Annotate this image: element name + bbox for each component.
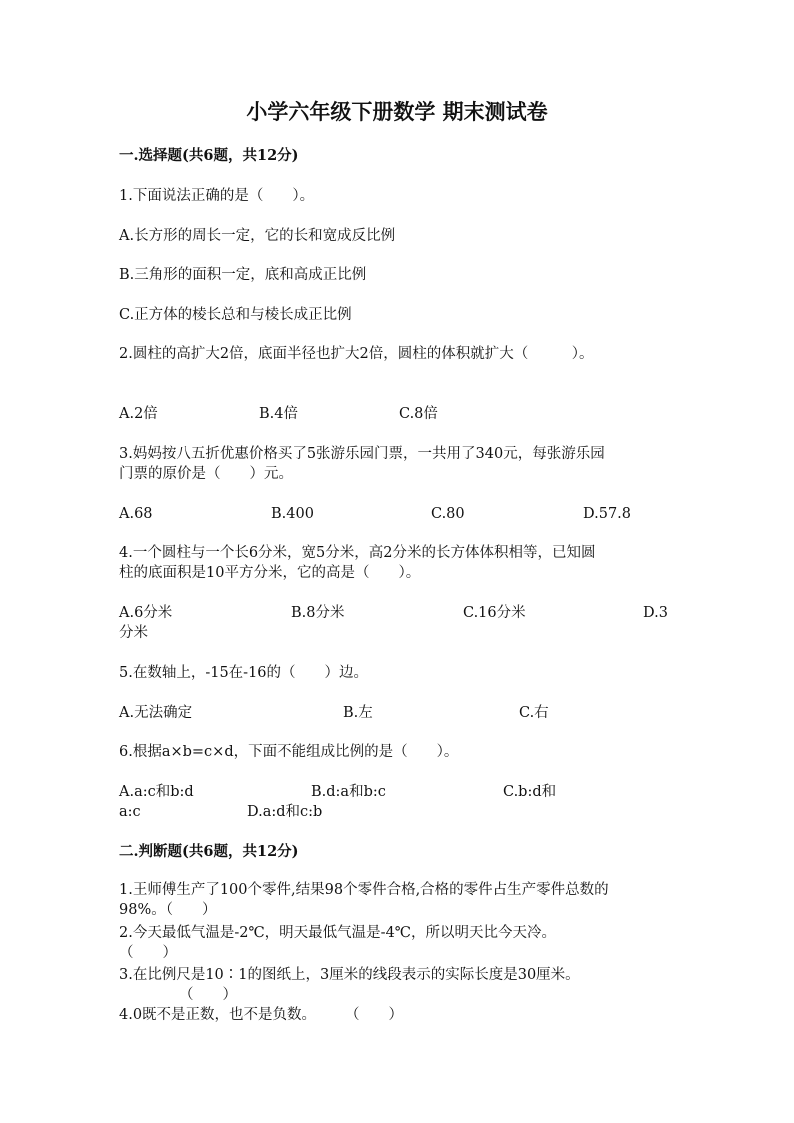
question-1-option-a: A.长方形的周长一定，它的长和宽成反比例 [119,228,396,244]
question-5-option-b: B.左 [343,705,373,721]
question-4-option-c: C.16分米 [463,605,526,621]
question-6-option-d: D.a:d和c:b [247,804,323,820]
section-heading-judgement: 二.判断题(共6题，共12分) [119,843,299,860]
question-3-option-a: A.68 [119,506,153,522]
question-6-option-b: B.d:a和b:c [311,784,386,800]
question-1-option-b: B.三角形的面积一定，底和高成正比例 [119,267,367,283]
judgement-3-line2: （ ） [179,987,237,1003]
question-6-option-c: C.b:d和 [503,784,557,800]
question-6-stem: 6.根据a×b=c×d，下面不能组成比例的是（ ）。 [119,744,459,760]
question-4-option-b: B.8分米 [291,605,345,621]
judgement-4-line1: 4.0既不是正数，也不是负数。 （ ） [119,1007,404,1023]
question-4-option-a: A.6分米 [119,605,173,621]
question-3-stem-line1: 3.妈妈按八五折优惠价格买了5张游乐园门票，一共用了340元，每张游乐园 [119,446,605,462]
page-title: 小学六年级下册数学 期末测试卷 [246,99,548,124]
judgement-2-line1: 2.今天最低气温是-2℃，明天最低气温是-4℃，所以明天比今天冷。 [119,925,557,941]
question-5-stem: 5.在数轴上，-15在-16的（ ）边。 [119,665,369,681]
question-5-option-c: C.右 [519,705,549,721]
question-4-stem-line2: 柱的底面积是10平方分米，它的高是（ ）。 [119,565,421,581]
question-3-stem-line2: 门票的原价是（ ）元。 [119,466,293,482]
question-4-stem-line1: 4.一个圆柱与一个长6分米，宽5分米，高2分米的长方体体积相等，已知圆 [119,545,596,561]
question-4-option-d-wrap: 分米 [119,625,148,641]
judgement-1-line2: 98%。（ ） [119,902,217,918]
question-4-option-d: D.3 [643,605,668,621]
question-5-option-a: A.无法确定 [119,705,193,721]
question-3-option-c: C.80 [431,506,465,522]
question-1-stem: 1.下面说法正确的是（ ）。 [119,188,315,204]
question-2-option-b: B.4倍 [259,406,298,422]
judgement-1-line1: 1.王师傅生产了100个零件,结果98个零件合格,合格的零件占生产零件总数的 [119,882,609,898]
question-1-option-c: C.正方体的棱长总和与棱长成正比例 [119,307,352,323]
judgement-3-line1: 3.在比例尺是10∶1的图纸上，3厘米的线段表示的实际长度是30厘米。 [119,967,580,983]
question-3-option-b: B.400 [271,506,314,522]
question-6-option-a: A.a:c和b:d [119,784,194,800]
question-2-option-a: A.2倍 [119,406,158,422]
question-2-option-c: C.8倍 [399,406,438,422]
judgement-2-line2: （ ） [119,945,177,961]
question-2-stem: 2.圆柱的高扩大2倍，底面半径也扩大2倍，圆柱的体积就扩大（ ）。 [119,346,594,362]
section-heading-choice: 一.选择题(共6题，共12分) [119,147,299,164]
question-3-option-d: D.57.8 [583,506,632,522]
question-6-option-c-wrap: a:c [119,804,141,820]
